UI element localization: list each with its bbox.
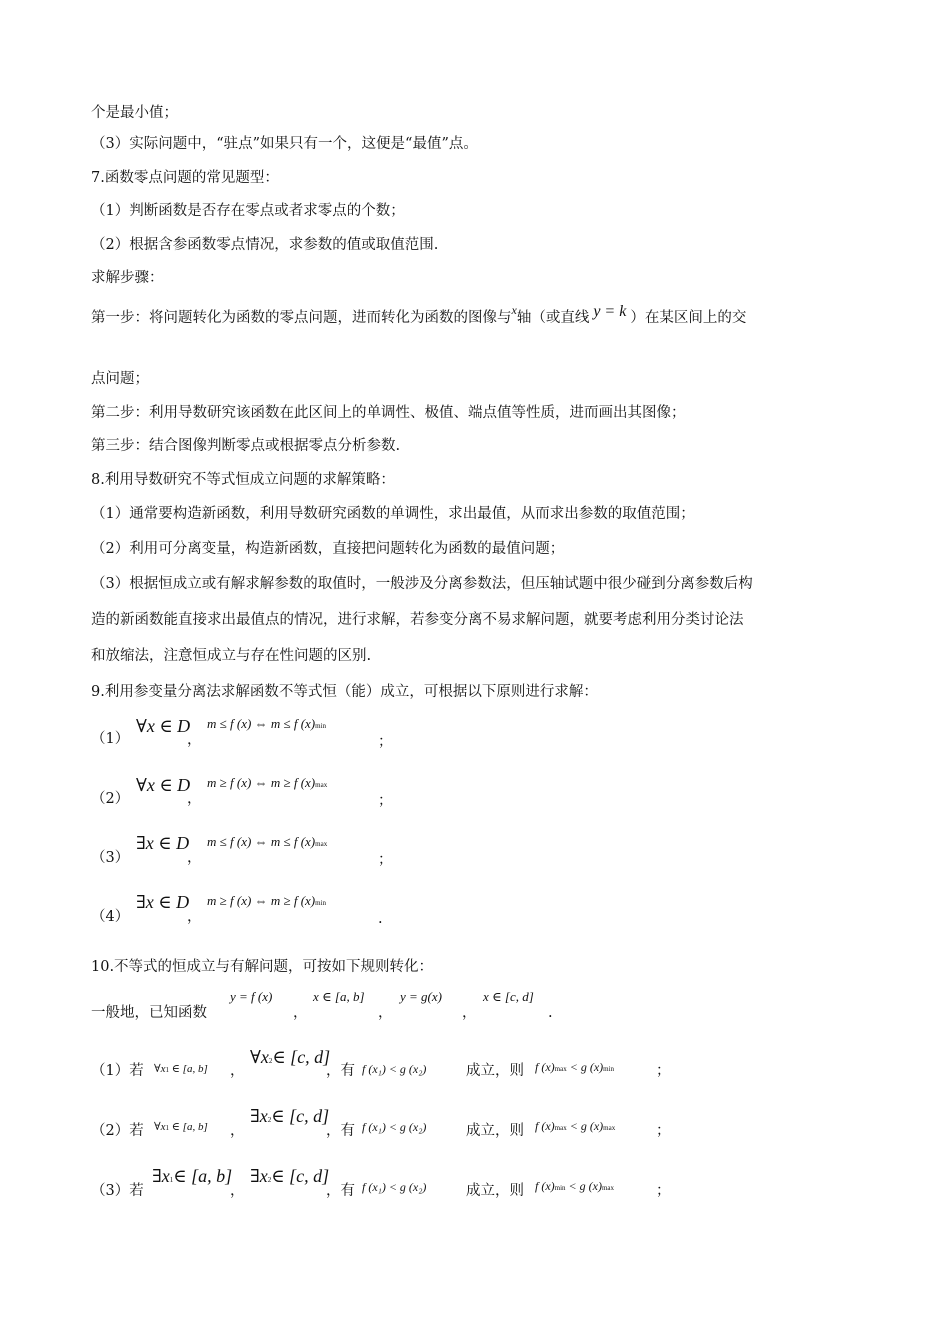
domain: ∈ [a, b] [171, 1063, 208, 1075]
comma: ， [187, 850, 202, 866]
subscript: max [554, 1124, 567, 1132]
period: . [548, 1005, 553, 1021]
step-one-text-a: 第一步：将问题转化为函数的零点问题，进而转化为函数的图像与 [91, 310, 512, 326]
lhs: f (x) [535, 1060, 555, 1074]
math-inequality [207, 834, 327, 850]
math-quantifier-1 [152, 1166, 232, 1187]
comma: ， [187, 909, 202, 925]
subscript: max [603, 1124, 616, 1132]
terminator: ； [656, 1123, 671, 1139]
rule-label: （3） [91, 850, 130, 866]
rhs: < g (x) [568, 1179, 602, 1193]
subscript: 1 [165, 1066, 170, 1074]
comma: ， [230, 1063, 245, 1079]
lhs: f (x) [535, 1179, 555, 1193]
comma: ， [187, 791, 202, 807]
subscript: max [554, 1065, 567, 1073]
text-line: （3）实际问题中，“驻点”如果只有一个，这便是“最值”点。 [91, 136, 478, 152]
subscript: max [315, 840, 328, 848]
q-text: ∃x [152, 1166, 170, 1186]
text-line: 第三步：结合图像判断零点或根据零点分析参数. [91, 438, 401, 454]
subscript: min [315, 722, 327, 730]
subscript: 2 [268, 1057, 273, 1065]
text-line: （3）根据恒成立或有解求解参数的取值时，一般涉及分离参数法，但压轴试题中很少碰到分离参数后构 [91, 576, 753, 592]
has-text: ，有 [326, 1123, 355, 1139]
subscript: 1 [169, 1176, 174, 1184]
terminator: ； [378, 734, 393, 750]
math-quantifier-1 [154, 1120, 208, 1133]
rule-label: （1）若 [91, 1063, 144, 1079]
rhs: < g (x) [569, 1119, 604, 1133]
math-conclusion [535, 1060, 614, 1075]
rule-label: （2） [91, 791, 130, 807]
rule-label: （2）若 [91, 1123, 144, 1139]
domain: ∈ [c, d] [271, 1166, 330, 1186]
rule-label: （4） [91, 909, 130, 925]
comma: ， [187, 732, 202, 748]
holds-text: 成立，则 [466, 1063, 524, 1079]
rule-label: （3）若 [91, 1183, 144, 1199]
text-line: （1）判断函数是否存在零点或者求零点的个数； [91, 203, 405, 219]
domain: ∈ [c, d] [271, 1106, 330, 1126]
subscript: 1 [165, 1124, 170, 1132]
comma: ， [230, 1123, 245, 1139]
math-conclusion [535, 1179, 614, 1194]
ineq-text: m ≥ f (x) ⇔ m ≥ f (x) [207, 775, 316, 790]
comma: ， [462, 1005, 477, 1021]
math-f-domain: x ∈ [a, b] [313, 989, 365, 1004]
text-line: 第二步：利用导数研究该函数在此区间上的单调性、极值、端点值等性质，进而画出其图像； [91, 405, 686, 421]
q-text: ∃x [250, 1106, 268, 1126]
comma: ， [378, 1005, 393, 1021]
math-quantifier-1 [154, 1062, 208, 1075]
math-quantifier: ∃x ∈ D [136, 892, 190, 912]
q-text: ∀x [250, 1047, 269, 1067]
math-quantifier: ∀x ∈ D [136, 716, 191, 736]
text-line: 求解步骤： [91, 270, 164, 286]
math-g-domain: x ∈ [c, d] [483, 989, 534, 1004]
comma: ， [230, 1183, 245, 1199]
section-heading: 8.利用导数研究不等式恒成立问题的求解策略： [91, 472, 395, 488]
has-text: ，有 [326, 1183, 355, 1199]
math-quantifier: ∃x ∈ D [136, 833, 190, 853]
math-quantifier-2 [250, 1166, 329, 1187]
math-compare: f (x₁) < g (x₂) [362, 1062, 427, 1076]
math-x-axis: x [511, 303, 517, 317]
comma: ， [293, 1005, 308, 1021]
domain: ∈ [c, d] [272, 1047, 331, 1067]
step-one-text-c: ）在某区间上的交 [630, 310, 747, 326]
subscript: min [554, 1184, 566, 1192]
math-inequality [207, 716, 326, 732]
math-compare: f (x₁) < g (x₂) [362, 1120, 427, 1134]
rhs: < g (x) [569, 1060, 604, 1074]
math-f: y = f (x) [230, 989, 273, 1004]
q-text: ∀x [154, 1121, 166, 1133]
terminator: ； [656, 1063, 671, 1079]
text-line: 造的新函数能直接求出最值点的情况，进行求解，若参变分离不易求解问题，就要考虑利用分类讨论法 [91, 612, 744, 628]
holds-text: 成立，则 [466, 1123, 524, 1139]
text-line: （2）利用可分离变量，构造新函数，直接把问题转化为函数的最值问题； [91, 541, 565, 557]
math-quantifier: ∀x ∈ D [136, 775, 191, 795]
section-heading: 10.不等式的恒成立与有解问题，可按如下规则转化： [91, 959, 434, 975]
text-line: 个是最小值； [91, 105, 178, 121]
math-quantifier-2 [250, 1106, 329, 1127]
math-y-equals-k: y = k [593, 303, 627, 320]
ineq-text: m ≤ f (x) ⇔ m ≤ f (x) [207, 716, 316, 731]
rule-label: （1） [91, 731, 130, 747]
subscript: max [315, 781, 328, 789]
math-inequality [207, 893, 326, 909]
domain: ∈ [a, b] [171, 1121, 208, 1133]
text-line: 点问题； [91, 371, 149, 387]
math-conclusion [535, 1119, 615, 1134]
terminator: ； [378, 793, 393, 809]
section-heading: 7.函数零点问题的常见题型： [91, 170, 279, 186]
math-compare: f (x₁) < g (x₂) [362, 1180, 427, 1194]
text-line: 和放缩法，注意恒成立与存在性问题的区别. [91, 648, 372, 664]
step-one-text-b: 轴（或直线 [516, 310, 590, 326]
math-g: y = g(x) [400, 989, 442, 1004]
q-text: ∀x [154, 1063, 166, 1075]
text-line: （1）通常要构造新函数，利用导数研究函数的单调性，求出最值，从而求出参数的取值范围； [91, 506, 695, 522]
terminator: ； [656, 1183, 671, 1199]
has-text: ，有 [326, 1063, 355, 1079]
ineq-text: m ≥ f (x) ⇔ m ≥ f (x) [207, 893, 316, 908]
text-line: （2）根据含参函数零点情况，求参数的值或取值范围. [91, 237, 439, 253]
subscript: min [603, 1065, 615, 1073]
terminator: ； [378, 852, 393, 868]
holds-text: 成立，则 [466, 1183, 524, 1199]
math-quantifier-2 [250, 1047, 330, 1068]
domain: ∈ [a, b] [173, 1166, 233, 1186]
step-one-line [91, 303, 747, 328]
section-heading: 9.利用参变量分离法求解函数不等式恒（能）成立，可根据以下原则进行求解： [91, 684, 598, 700]
math-inequality [207, 775, 327, 791]
subscript: max [601, 1184, 615, 1192]
subscript: 2 [267, 1176, 272, 1184]
text-line: 一般地，已知函数 [91, 1005, 207, 1021]
terminator: . [378, 911, 383, 927]
subscript: 2 [267, 1116, 272, 1124]
subscript: min [315, 899, 327, 907]
ineq-text: m ≤ f (x) ⇔ m ≤ f (x) [207, 834, 316, 849]
q-text: ∃x [250, 1166, 268, 1186]
lhs: f (x) [535, 1119, 555, 1133]
